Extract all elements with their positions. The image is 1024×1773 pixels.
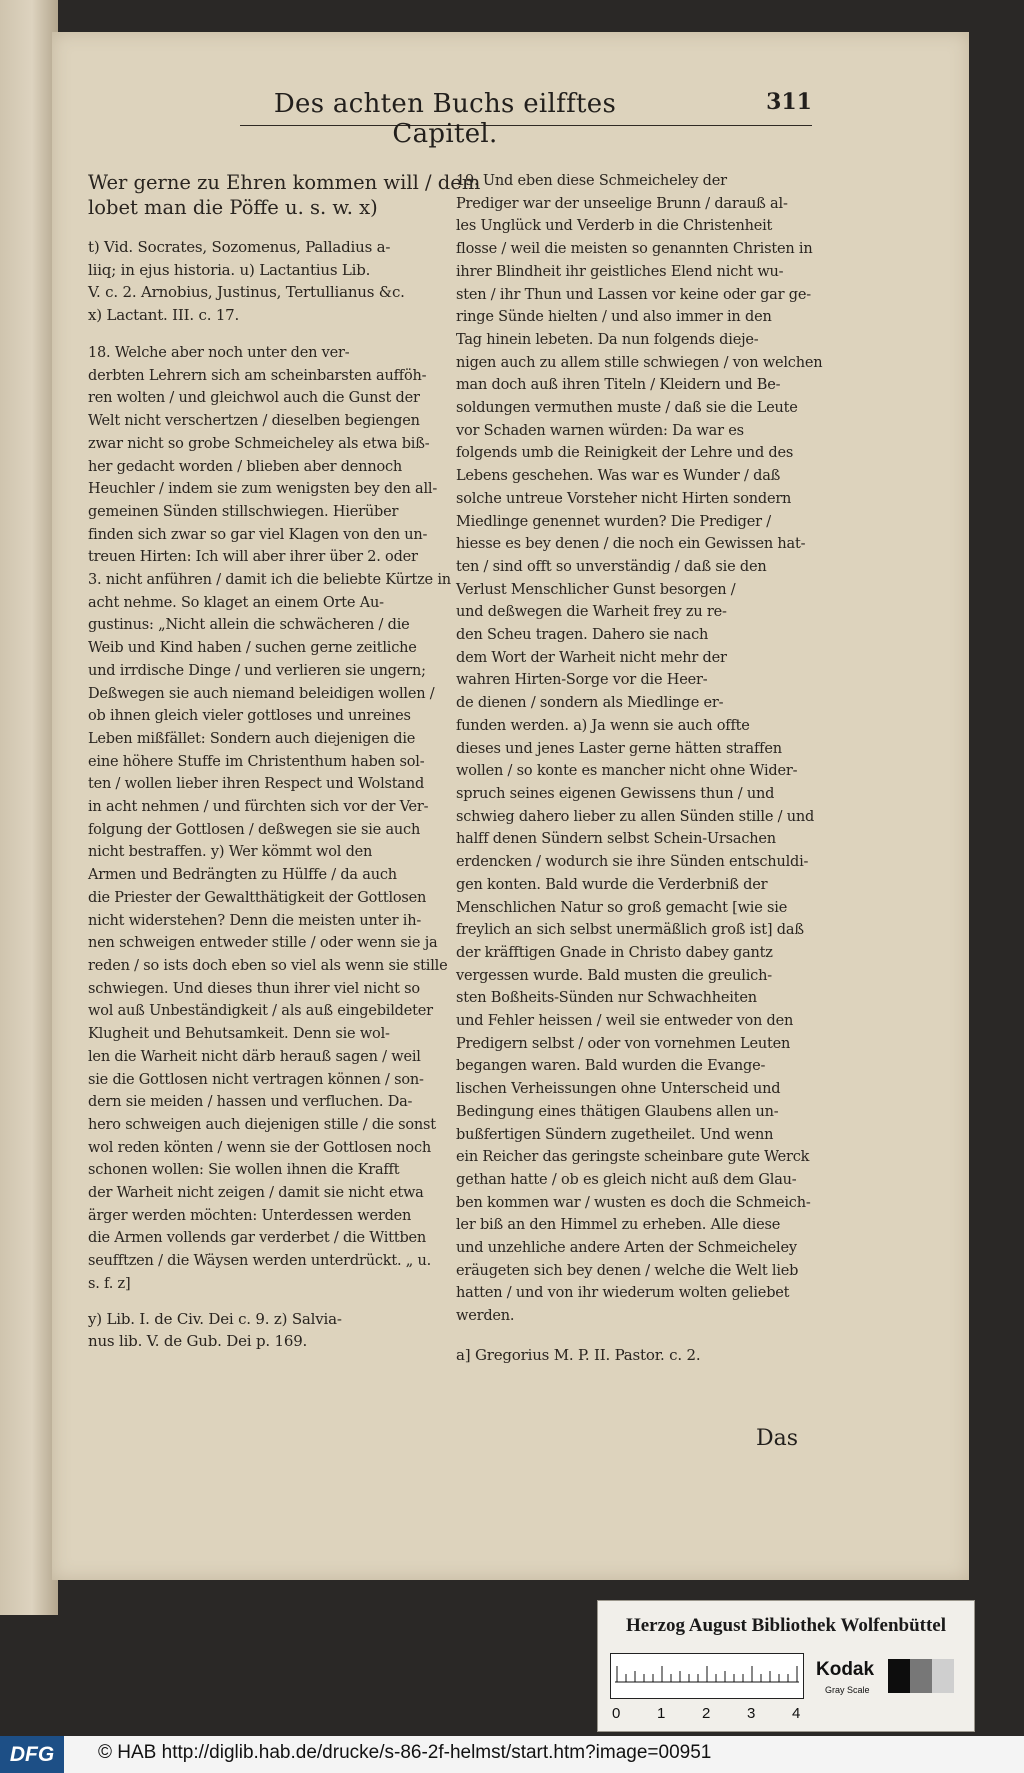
library-name: Herzog August Bibliothek Wolfenbüttel bbox=[625, 1615, 947, 1636]
text-line: Verlust Menschlicher Gunst besorgen / bbox=[456, 581, 736, 598]
ruler-ticks bbox=[615, 1662, 799, 1684]
text-line: gen konten. Bald wurde die Verderbniß der bbox=[456, 876, 768, 893]
text-line: schwiegen. Und dieses thun ihrer viel nicht so bbox=[88, 980, 420, 997]
scale-number: 4 bbox=[792, 1705, 801, 1722]
gray-swatch-light bbox=[932, 1659, 954, 1693]
text-line: man doch auß ihren Titeln / Kleidern und Be- bbox=[456, 377, 781, 394]
text-line: 18. Welche aber noch unter den ver- bbox=[88, 345, 350, 361]
text-line: die Priester der Gewaltthätigkeit der Gottlosen bbox=[88, 889, 427, 906]
right-column bbox=[456, 170, 823, 1366]
text-line: der kräfftigen Gnade in Christo dabey gantz bbox=[456, 944, 773, 961]
text-line: Klugheit und Behutsamkeit. Denn sie wol- bbox=[88, 1026, 390, 1043]
text-line: ben kommen war / wusten es doch die Schmeich- bbox=[456, 1194, 811, 1211]
library-color-card bbox=[597, 1600, 975, 1732]
text-line: werden. bbox=[456, 1308, 515, 1325]
text-line: wahren Hirten-Sorge vor die Heer- bbox=[456, 672, 708, 689]
text-line: lischen Verheissungen ohne Unterscheid und bbox=[456, 1081, 781, 1098]
scale-number: 1 bbox=[657, 1705, 666, 1722]
text-line: ringe Sünde hielten / und also immer in den bbox=[456, 309, 772, 326]
text-line: und Fehler heissen / weil sie entweder von den bbox=[456, 1013, 794, 1030]
text-line: ein Reicher das geringste scheinbare gute Werck bbox=[456, 1149, 810, 1166]
text-line: ren wolten / und gleichwol auch die Gunst der bbox=[88, 390, 420, 407]
text-line: hatten / und von ihr wiederum wolten geliebet bbox=[456, 1285, 790, 1302]
dfg-logo: DFG bbox=[0, 1736, 64, 1773]
text-line: nen schweigen entweder stille / oder wenn sie ja bbox=[88, 935, 438, 952]
text-line: eräugeten sich bey denen / welche die Welt lieb bbox=[456, 1262, 799, 1279]
text-line: folgends umb die Reinigkeit der Lehre und des bbox=[456, 445, 794, 462]
scale-number: 0 bbox=[612, 1705, 621, 1722]
gray-swatch-mid bbox=[910, 1659, 932, 1693]
text-line: ler biß an den Himmel zu erheben. Alle diese bbox=[456, 1217, 781, 1234]
text-line: wol auß Unbeständigkeit / als auß eingebildeter bbox=[88, 1003, 433, 1020]
scale-number: 3 bbox=[747, 1705, 756, 1722]
text-line: her gedacht worden / blieben aber dennoch bbox=[88, 458, 403, 475]
text-line: lobet man die Pöffe u. s. w. x) bbox=[88, 196, 378, 219]
text-line: Predigern selbst / oder von vornehmen Leuten bbox=[456, 1035, 791, 1052]
text-line: ten / wollen lieber ihren Respect und Wolstand bbox=[88, 776, 425, 793]
text-line: und unzehliche andere Arten der Schmeicheley bbox=[456, 1240, 797, 1257]
text-line: wollen / so konte es mancher nicht ohne Wider- bbox=[456, 763, 798, 780]
text-line: nicht bestraffen. y) Wer kömmt wol den bbox=[88, 844, 373, 861]
previous-page-edge bbox=[0, 0, 58, 1615]
text-line: solche untreue Vorsteher nicht Hirten sondern bbox=[456, 490, 792, 507]
left-footnotes-top bbox=[88, 236, 440, 326]
text-line: erdencken / wodurch sie ihre Sünden entschuldi- bbox=[456, 854, 809, 871]
text-line: les Unglück und Verderb in die Christenheit bbox=[456, 218, 773, 235]
text-line: gethan hatte / ob es gleich nicht auß dem Glau- bbox=[456, 1171, 797, 1188]
text-line: schwieg dahero lieber zu allen Sünden stille / und bbox=[456, 808, 815, 825]
text-line: finden sich zwar so gar viel Klagen von den un- bbox=[88, 526, 428, 543]
text-line: 3. nicht anführen / damit ich die beliebte Kürtze in bbox=[88, 572, 451, 589]
text-line: 19. Und eben diese Schmeicheley der bbox=[456, 173, 727, 189]
text-line: hiesse es bey denen / die noch ein Gewissen hat- bbox=[456, 536, 806, 553]
text-line: ten / sind offt so unverständig / daß sie den bbox=[456, 558, 767, 575]
text-line: den Scheu tragen. Dahero sie nach bbox=[456, 627, 709, 644]
text-line: die Armen vollends gar verderbet / die Wittben bbox=[88, 1230, 427, 1247]
text-line: in acht nehmen / und fürchten sich vor der Ver- bbox=[88, 799, 429, 816]
text-line: bußfertigen Sündern zugetheilet. Und wenn bbox=[456, 1126, 774, 1143]
text-line: freylich an sich selbst unermäßlich groß ist] daß bbox=[456, 922, 804, 939]
scale-ruler bbox=[610, 1653, 804, 1699]
text-line: nigen auch zu allem stille schwiegen / von welchen bbox=[456, 354, 823, 371]
text-line: vergessen wurde. Bald musten die greulich- bbox=[456, 967, 772, 984]
text-line: Deßwegen sie auch niemand beleidigen wollen / bbox=[88, 685, 435, 702]
catchword: Das bbox=[756, 1426, 799, 1451]
text-line: Lebens geschehen. Was war es Wunder / daß bbox=[456, 468, 781, 485]
text-line: acht nehme. So klaget an einem Orte Au- bbox=[88, 594, 384, 611]
text-line: Weib und Kind haben / suchen gerne zeitliche bbox=[88, 640, 417, 657]
text-line: sten / ihr Thun und Lassen vor keine oder gar ge- bbox=[456, 286, 811, 303]
footer-bar bbox=[0, 1736, 1024, 1773]
footnote-line: t) Vid. Socrates, Sozomenus, Palladius a- bbox=[88, 238, 391, 256]
text-line: seufftzen / die Wäysen werden unterdrückt. „ u. bbox=[88, 1253, 432, 1270]
gray-scale-label: Gray Scale bbox=[825, 1685, 870, 1695]
text-line: nicht widerstehen? Denn die meisten unter ih- bbox=[88, 912, 422, 929]
footnote-line: y) Lib. I. de Civ. Dei c. 9. z) Salvia- bbox=[88, 1309, 342, 1328]
page-header bbox=[240, 81, 812, 149]
text-line: derbten Lehrern sich am scheinbarsten aufföh- bbox=[88, 367, 427, 384]
text-line: dem Wort der Warheit nicht mehr der bbox=[456, 649, 727, 666]
text-line: ob ihnen gleich vieler gottloses und unreines bbox=[88, 708, 411, 725]
paragraph-18 bbox=[88, 342, 451, 1296]
text-line: Welt nicht verschertzen / dieselben begiengen bbox=[88, 413, 420, 430]
text-line: der Warheit nicht zeigen / damit sie nicht etwa bbox=[88, 1185, 424, 1202]
text-line: dern sie meiden / hassen und verfluchen. Da- bbox=[88, 1094, 413, 1111]
text-line: und irrdische Dinge / und verlieren sie ungern; bbox=[88, 662, 426, 679]
text-line: Tag hinein lebeten. Da nun folgends dieje- bbox=[456, 331, 759, 348]
text-line: sie die Gottlosen nicht vertragen können / son- bbox=[88, 1071, 424, 1088]
text-line: wol reden könten / wenn sie der Gottlosen noch bbox=[88, 1139, 431, 1156]
copyright-link[interactable]: © HAB http://diglib.hab.de/drucke/s-86-2f-helmst/start.htm?image=00951 bbox=[98, 1742, 712, 1763]
page-number: 311 bbox=[766, 89, 812, 115]
text-line: sten Boßheits-Sünden nur Schwachheiten bbox=[456, 990, 757, 1007]
left-column bbox=[88, 170, 481, 1353]
footnote-line: a] Gregorius M. P. II. Pastor. c. 2. bbox=[456, 1345, 701, 1364]
text-line: und deßwegen die Warheit frey zu re- bbox=[456, 604, 727, 621]
text-line: ihrer Blindheit ihr geistliches Elend nicht wu- bbox=[456, 263, 784, 280]
text-line: Leben mißfället: Sondern auch diejenigen die bbox=[88, 730, 416, 747]
text-line: treuen Hirten: Ich will aber ihrer über 2. oder bbox=[88, 549, 418, 566]
text-line: Menschlichen Natur so groß gemacht [wie sie bbox=[456, 899, 788, 916]
scale-number: 2 bbox=[702, 1705, 711, 1722]
text-line: ärger werden möchten: Unterdessen werden bbox=[88, 1207, 412, 1224]
text-line: de dienen / sondern als Miedlinge er- bbox=[456, 695, 724, 712]
running-title: Des achten Buchs eilfftes Capitel. bbox=[273, 89, 617, 149]
footnote-line: liiq; in ejus historia. u) Lactantius Lib. bbox=[88, 260, 371, 279]
scale-numbers bbox=[598, 1705, 818, 1725]
footnote-line: V. c. 2. Arnobius, Justinus, Tertullianus &c. bbox=[88, 283, 405, 301]
text-line: gustinus: „Nicht allein die schwächeren / die bbox=[88, 617, 410, 634]
gray-swatch-black bbox=[888, 1659, 910, 1693]
text-line: s. f. z] bbox=[88, 1275, 131, 1292]
text-line: Armen und Bedrängten zu Hülffe / da auch bbox=[88, 867, 397, 884]
text-line: hero schweigen auch diejenigen stille / die sonst bbox=[88, 1116, 436, 1133]
text-line: vor Schaden warnen würden: Da war es bbox=[456, 422, 744, 439]
text-line: begangen waren. Bald wurden die Evange- bbox=[456, 1058, 766, 1075]
text-line: halff denen Sündern selbst Schein-Ursachen bbox=[456, 831, 776, 848]
text-line: eine höhere Stuffe im Christenthum haben sol- bbox=[88, 753, 425, 770]
left-footnotes-bottom bbox=[88, 1308, 440, 1353]
text-line: Wer gerne zu Ehren kommen will / dem bbox=[88, 171, 481, 194]
text-line: schonen wollen: Sie wollen ihnen die Krafft bbox=[88, 1162, 400, 1179]
text-line: spruch seines eigenen Gewissens thun / und bbox=[456, 785, 775, 802]
paragraph-19 bbox=[456, 170, 823, 1328]
text-line: funden werden. a) Ja wenn sie auch offte bbox=[456, 717, 750, 734]
footnote-line: nus lib. V. de Gub. Dei p. 169. bbox=[88, 1332, 308, 1351]
text-line: len die Warheit nicht därb herauß sagen / weil bbox=[88, 1048, 421, 1065]
text-line: Prediger war der unseelige Brunn / darauß al- bbox=[456, 195, 788, 212]
text-line: zwar nicht so grobe Schmeicheley als etwa biß- bbox=[88, 435, 430, 452]
text-line: folgung der Gottlosen / deßwegen sie sie auch bbox=[88, 821, 421, 838]
text-line: Heuchler / indem sie zum wenigsten bey den all- bbox=[88, 481, 438, 498]
text-line: soldungen vermuthen muste / daß sie die Leute bbox=[456, 400, 798, 417]
text-line: Bedingung eines thätigen Glaubens allen un- bbox=[456, 1103, 779, 1120]
kodak-label: Kodak bbox=[816, 1659, 875, 1680]
text-line: dieses und jenes Laster gerne hätten straffen bbox=[456, 740, 782, 757]
text-line: flosse / weil die meisten so genannten Christen in bbox=[456, 241, 813, 258]
text-line: reden / so ists doch eben so viel als wenn sie stille bbox=[88, 957, 448, 974]
text-line: gemeinen Sünden stillschwiegen. Hierüber bbox=[88, 503, 399, 520]
footnote-line: x) Lactant. III. c. 17. bbox=[88, 305, 240, 324]
text-line: Miedlinge genennet wurden? Die Prediger / bbox=[456, 513, 771, 530]
left-top-lines bbox=[88, 170, 481, 220]
